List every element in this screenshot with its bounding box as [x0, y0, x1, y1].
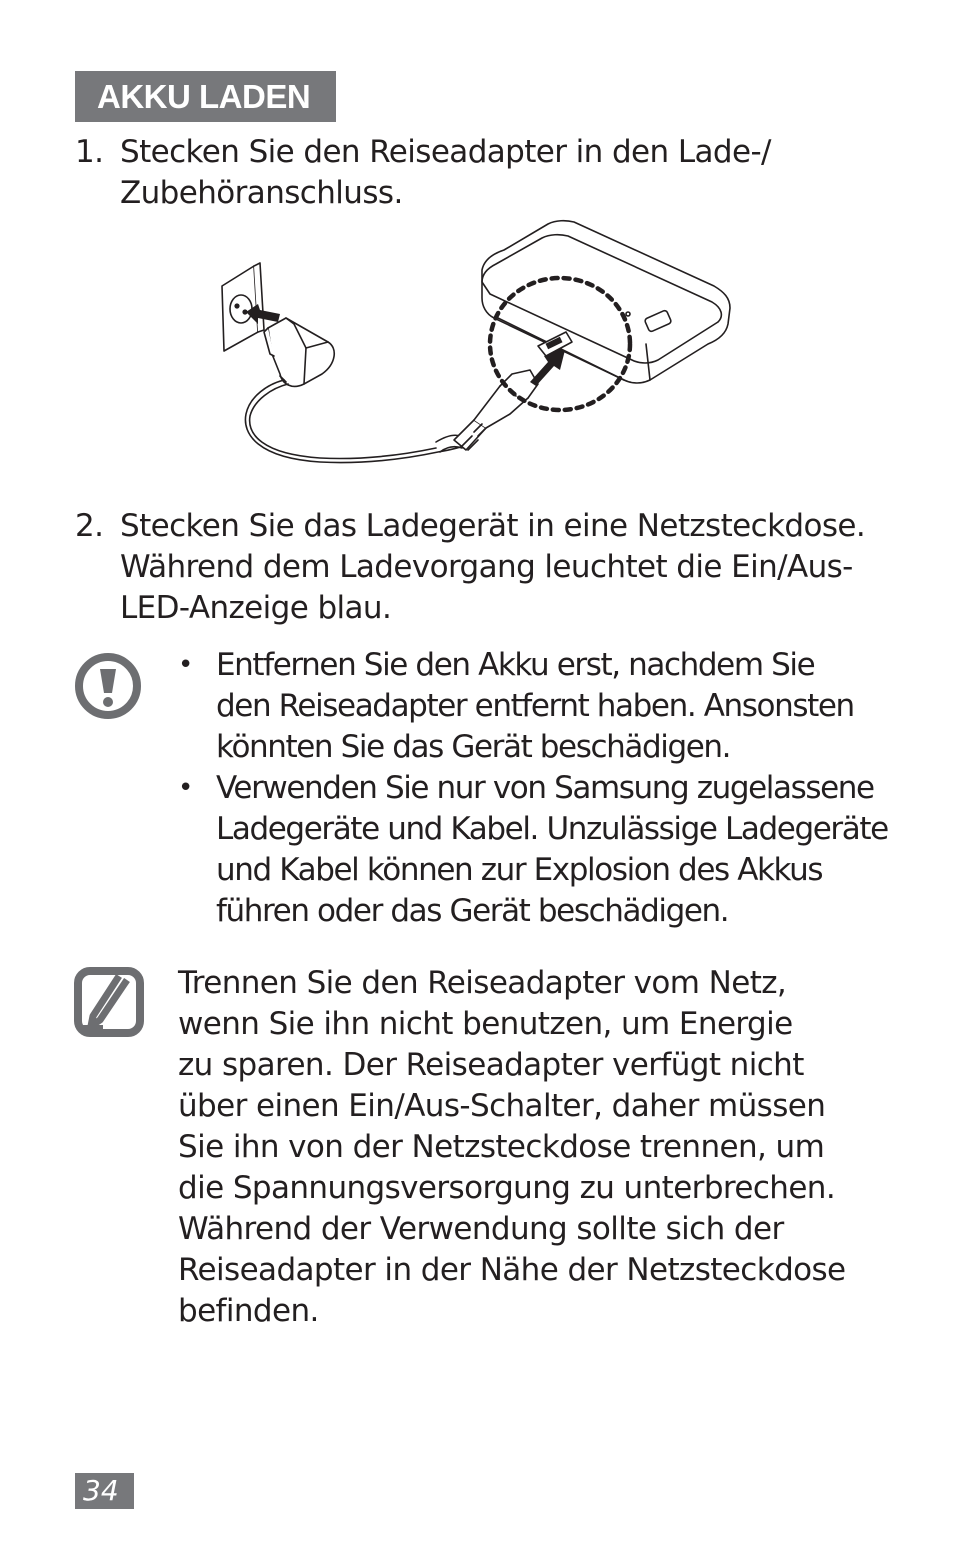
note-line: die Spannungsversorgung zu unterbrechen. — [178, 1170, 836, 1206]
note-line: über einen Ein/Aus-Schalter, daher müssen — [178, 1088, 826, 1124]
note-line: Reiseadapter in der Nähe der Netzsteckdose — [178, 1252, 846, 1288]
usb-connector — [454, 370, 538, 450]
warning-exclamation-icon — [73, 651, 143, 721]
charging-cable — [245, 380, 468, 463]
step-text — [120, 506, 880, 629]
list-item-line: Verwenden Sie nur von Samsung zugelassene — [216, 770, 874, 806]
list-item-line: könnten Sie das Gerät beschädigen. — [216, 729, 731, 765]
list-item-line: führen oder das Gerät beschädigen. — [216, 893, 729, 929]
page-number: 34 — [75, 1473, 134, 1509]
note-text — [178, 963, 878, 1332]
list-item-line: Entfernen Sie den Akku erst, nachdem Sie — [216, 647, 815, 683]
list-item — [178, 768, 888, 932]
note-line: Trennen Sie den Reiseadapter vom Netz, — [178, 965, 787, 1001]
note-pencil-icon — [73, 966, 145, 1038]
step-line: Stecken Sie den Reiseadapter in den Lade-/ — [120, 134, 771, 170]
list-item-line: und Kabel können zur Explosion des Akkus — [216, 852, 823, 888]
charging-illustration — [210, 214, 740, 474]
note-line: Während der Verwendung sollte sich der — [178, 1211, 784, 1247]
step-number: 2. — [75, 508, 104, 544]
step-number: 1. — [75, 134, 104, 170]
step-line: Während dem Ladevorgang leuchtet die Ein/Aus- — [120, 549, 853, 585]
step-line: Zubehöranschluss. — [120, 175, 403, 211]
bullet-dot: • — [178, 650, 194, 680]
warning-list — [178, 645, 888, 932]
step-text — [120, 132, 880, 214]
bullet-dot: • — [178, 773, 194, 803]
note-line: befinden. — [178, 1293, 319, 1329]
list-item-line: den Reiseadapter entfernt haben. Ansonsten — [216, 688, 854, 724]
step-line: LED-Anzeige blau. — [120, 590, 392, 626]
list-item-line: Ladegeräte und Kabel. Unzulässige Ladegeräte — [216, 811, 888, 847]
list-item — [178, 645, 878, 768]
section-title: AKKU LADEN — [75, 71, 336, 122]
note-line: zu sparen. Der Reiseadapter verfügt nicht — [178, 1047, 804, 1083]
note-line: wenn Sie ihn nicht benutzen, um Energie — [178, 1006, 793, 1042]
phone-device — [482, 221, 730, 383]
step-line: Stecken Sie das Ladegerät in eine Netzsteckdose. — [120, 508, 866, 544]
note-line: Sie ihn von der Netzsteckdose trennen, um — [178, 1129, 825, 1165]
charger-adapter — [264, 318, 334, 386]
